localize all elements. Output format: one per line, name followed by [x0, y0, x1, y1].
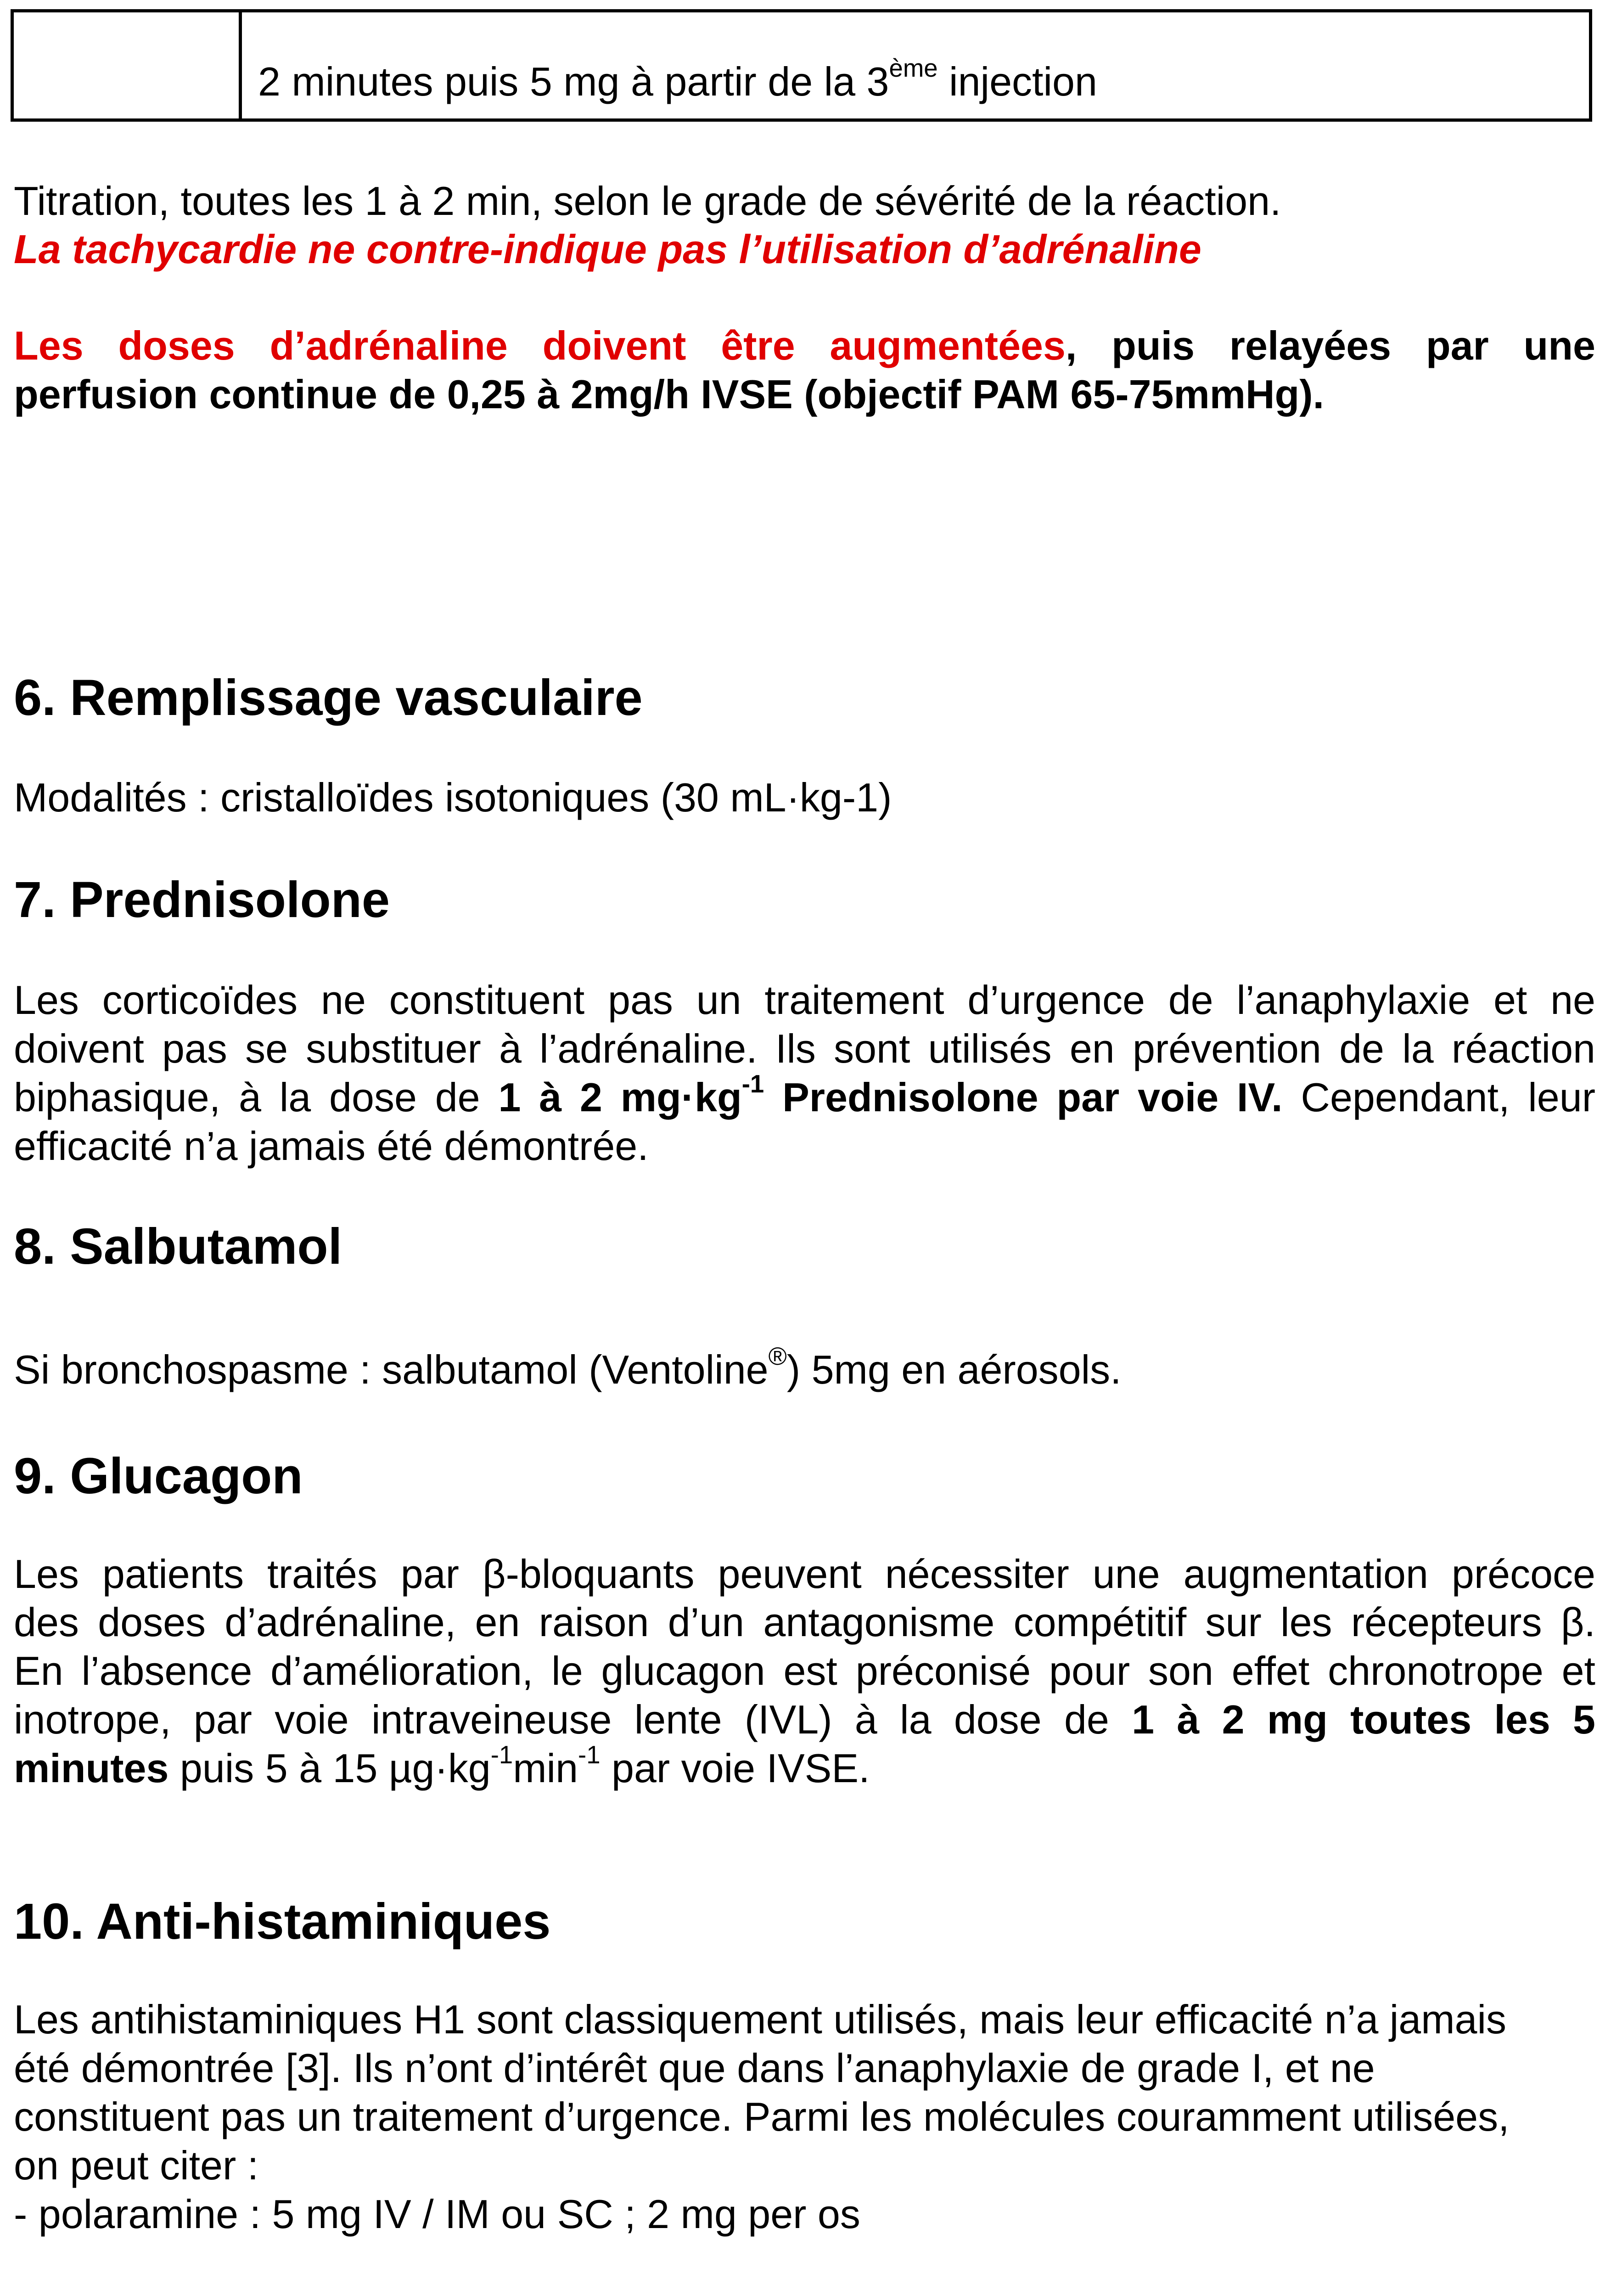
section-6-text: Modalités : cristalloïdes isotoniques (30 mL·kg-1) [14, 775, 892, 820]
section-9-title: 9. Glucagon [14, 1448, 303, 1504]
table-cell-dosage [242, 12, 1589, 118]
section-9-line1: Les patients traités par β-bloquants peuvent nécessiter une augmentation précoce [14, 1551, 1595, 1597]
table-cell-empty [14, 12, 242, 118]
tachycardia-warning: La tachycardie ne contre-indique pas l’utilisation d’adrénaline [14, 226, 1201, 272]
section-7-line4: efficacité n’a jamais été démontrée. [14, 1123, 649, 1169]
adrenaline-doses-line1: Les doses d’adrénaline doivent être augmentées, puis relayées par une [14, 323, 1595, 368]
section-7-title: 7. Prednisolone [14, 872, 390, 928]
section-10-line2: été démontrée [3]. Ils n’ont d’intérêt que dans l’anaphylaxie de grade I, et ne [14, 2045, 1375, 2091]
section-8-title: 8. Salbutamol [14, 1218, 342, 1275]
titration-text: Titration, toutes les 1 à 2 min, selon le grade de sévérité de la réaction. [14, 178, 1281, 224]
dosage-table-fragment [11, 9, 1592, 122]
section-7-line3: biphasique, à la dose de 1 à 2 $mg\cdot kg^{-1}$ Prednisolone par voie IV. Cependant, leur [14, 1070, 1595, 1120]
section-8-text: Si bronchospasme : salbutamol (Ventoline®) 5mg en aérosols. [14, 1342, 1122, 1392]
section-10-line1: Les antihistaminiques H1 sont classiquement utilisés, mais leur efficacité n’a jamais [14, 1997, 1507, 2042]
section-9-line5: minutes puis 5 à 15 $\mu g\cdot kg^{-1}\min^{-1}$ par voie IVSE. [14, 1741, 870, 1791]
table-cell-text: 2 minutes puis 5 mg à partir de la 3ème injection [258, 54, 1097, 104]
section-10-line5: - polaramine : 5 mg IV / IM ou SC ; 2 mg per os [14, 2191, 860, 2237]
adrenaline-doses-line2: perfusion continue de 0,25 à 2mg/h IVSE (objectif PAM 65-75mmHg). [14, 371, 1325, 417]
section-10-title: 10. Anti-histaminiques [14, 1893, 551, 1950]
section-6-title: 6. Remplissage vasculaire [14, 670, 643, 726]
section-7-line1: Les corticoïdes ne constituent pas un traitement d’urgence de l’anaphylaxie et ne [14, 977, 1595, 1023]
section-9-line4: inotrope, par voie intraveineuse lente (IVL) à la dose de 1 à 2 mg toutes les 5 [14, 1697, 1596, 1742]
section-7-line2: doivent pas se substituer à l’adrénaline. Ils sont utilisés en prévention de la réaction [14, 1026, 1595, 1071]
section-9-line3: En l’absence d’amélioration, le glucagon est préconisé pour son effet chronotrope et [14, 1648, 1595, 1694]
section-10-line3: constituent pas un traitement d’urgence. Parmi les molécules couramment utilisées, [14, 2094, 1510, 2139]
section-9-line2: des doses d’adrénaline, en raison d’un antagonisme compétitif sur les récepteurs β. [14, 1599, 1595, 1645]
section-10-line4: on peut citer : [14, 2143, 259, 2188]
